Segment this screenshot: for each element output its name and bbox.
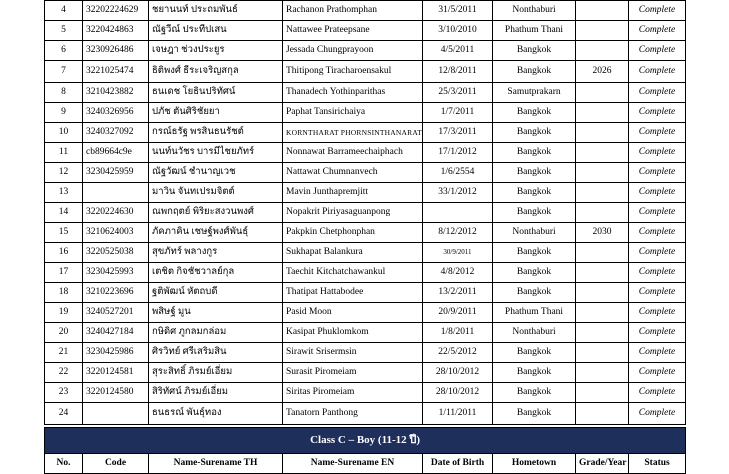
cell-no: 4 [45,1,83,21]
table-row [45,323,686,343]
cell-name-th: ธนธรณ์ พันธุ์ทอง [149,403,283,425]
cell-hometown: Bangkok [493,243,576,263]
table-row [45,403,686,425]
cell-hometown: Bangkok [493,283,576,303]
cell-code: 3230425959 [83,163,149,183]
cell-name-en: Taechit Kitchatchawankul [283,263,423,283]
cell-dob: 1/6/2554 [423,163,493,183]
cell-dob: 1/11/2011 [423,403,493,425]
cell-code: 3220525038 [83,243,149,263]
cell-dob: 28/10/2012 [423,363,493,383]
cell-name-th: ณพกฤตย์ พิริยะสงวนพงศ์ [149,203,283,223]
cell-grade [576,343,629,363]
cell-no: 13 [45,183,83,203]
cell-no: 15 [45,223,83,243]
table-row [45,303,686,323]
cell-name-th: มาวิน จันทเปรมจิตต์ [149,183,283,203]
cell-grade: 2030 [576,223,629,243]
cell-name-th: สุระสิทธิ์ ภิรมย์เอี่ยม [149,363,283,383]
cell-dob: 1/7/2011 [423,103,493,123]
cell-status: Complete [629,223,686,243]
cell-name-en: KORNTHARAT PHORNSINTHANARAT [283,123,423,143]
cell-name-th: เจษฎา ช่วงประยูร [149,41,283,61]
cell-name-th: พสิษฐ์ มูน [149,303,283,323]
cell-name-th: ปภัช ตันศิริชัยยา [149,103,283,123]
cell-no: 7 [45,61,83,83]
table-row [45,61,686,83]
cell-name-en: Pasid Moon [283,303,423,323]
cell-status: Complete [629,263,686,283]
cell-name-en: Surasit Piromeiam [283,363,423,383]
cell-status: Complete [629,203,686,223]
cell-name-th: ธนเดช โยธินปริทัศน์ [149,83,283,103]
cell-status: Complete [629,363,686,383]
table-row [45,123,686,143]
cell-hometown: Bangkok [493,203,576,223]
table-row [45,203,686,223]
class-c-table [44,427,686,474]
table-row [45,283,686,303]
cell-name-th: ฐติพัฒน์ หัตถบดี [149,283,283,303]
cell-hometown: Phathum Thani [493,303,576,323]
cell-name-en: Jessada Chungprayoon [283,41,423,61]
cell-name-en: Sukhapat Balankura [283,243,423,263]
cell-grade [576,363,629,383]
cell-name-en: Nattawat Chumnanvech [283,163,423,183]
header-dob: Date of Birth [423,454,493,474]
header-name-en: Name-Surename EN [283,454,423,474]
cell-dob [423,203,493,223]
table-row [45,263,686,283]
cell-grade [576,403,629,425]
cell-no: 5 [45,21,83,41]
cell-status: Complete [629,41,686,61]
cell-name-th: สุขภัทร์ พลางกูร [149,243,283,263]
table-row [45,163,686,183]
cell-grade [576,123,629,143]
cell-grade [576,143,629,163]
cell-name-en: Kasipat Phuklomkom [283,323,423,343]
cell-no: 8 [45,83,83,103]
table-row [45,1,686,21]
cell-dob: 33/1/2012 [423,183,493,203]
cell-code: 3220124581 [83,363,149,383]
cell-no: 18 [45,283,83,303]
cell-name-th: กรณ์ธรัฐ พรสินธนรัชต์ [149,123,283,143]
cell-name-en: Sirawit Srisermsin [283,343,423,363]
cell-status: Complete [629,61,686,83]
cell-status: Complete [629,343,686,363]
cell-code: 3230425993 [83,263,149,283]
cell-hometown: Nonthaburi [493,1,576,21]
registration-table [44,0,686,425]
cell-name-th: กษิดิศ ภูกลมกล่อม [149,323,283,343]
cell-no: 6 [45,41,83,61]
cell-hometown: Bangkok [493,103,576,123]
header-hometown: Hometown [493,454,576,474]
table-row [45,343,686,363]
cell-no: 9 [45,103,83,123]
cell-grade [576,41,629,61]
cell-code: 3210624003 [83,223,149,243]
class-c-header-row [45,454,686,474]
cell-code: 32202224629 [83,1,149,21]
cell-code [83,403,149,425]
cell-status: Complete [629,283,686,303]
table-row [45,243,686,263]
cell-name-th: ณัฐวัฒน์ ชำนาญเวช [149,163,283,183]
cell-status: Complete [629,163,686,183]
cell-hometown: Bangkok [493,343,576,363]
cell-status: Complete [629,243,686,263]
cell-name-th: ธิติพงศ์ ธีระเจริญสกุล [149,61,283,83]
cell-dob: 31/5/2011 [423,1,493,21]
class-c-title: Class C – Boy (11-12 ปี) [45,428,686,454]
cell-code: 3240326956 [83,103,149,123]
header-name-th: Name-Surename TH [149,454,283,474]
cell-hometown: Bangkok [493,383,576,403]
cell-code: 3240527201 [83,303,149,323]
cell-no: 14 [45,203,83,223]
cell-hometown: Bangkok [493,363,576,383]
cell-hometown: Bangkok [493,41,576,61]
cell-dob: 4/5/2011 [423,41,493,61]
cell-name-en: Thanadech Yothinparithas [283,83,423,103]
cell-code: 3220124580 [83,383,149,403]
cell-grade [576,183,629,203]
cell-code: 3221025474 [83,61,149,83]
cell-hometown: Bangkok [493,263,576,283]
cell-no: 16 [45,243,83,263]
cell-no: 23 [45,383,83,403]
cell-code: cb89664c9e [83,143,149,163]
cell-no: 11 [45,143,83,163]
cell-name-en: Thitipong Tiracharoensakul [283,61,423,83]
cell-grade [576,21,629,41]
header-grade: Grade/Year [576,454,629,474]
cell-grade [576,103,629,123]
cell-name-en: Siritas Piromeiam [283,383,423,403]
cell-hometown: Bangkok [493,123,576,143]
cell-status: Complete [629,1,686,21]
table-row [45,223,686,243]
table-row [45,363,686,383]
cell-code: 3240327092 [83,123,149,143]
cell-dob: 25/3/2011 [423,83,493,103]
cell-status: Complete [629,21,686,41]
table-row [45,83,686,103]
cell-grade [576,1,629,21]
cell-grade [576,163,629,183]
cell-grade [576,283,629,303]
cell-name-en: Paphat Tansirichaiya [283,103,423,123]
cell-name-th: ภัคภาคิน เชษฐ์พงศ์พันธุ์ [149,223,283,243]
table-row [45,21,686,41]
cell-grade [576,83,629,103]
cell-dob: 1/8/2011 [423,323,493,343]
cell-status: Complete [629,323,686,343]
cell-code [83,183,149,203]
cell-name-en: Nonnawat Barrameechaiphach [283,143,423,163]
cell-no: 22 [45,363,83,383]
cell-no: 21 [45,343,83,363]
cell-name-th: นนท์นวัชร บารมีไชยภัทร์ [149,143,283,163]
cell-code: 3220424863 [83,21,149,41]
cell-dob: 22/5/2012 [423,343,493,363]
cell-grade [576,383,629,403]
cell-hometown: Bangkok [493,403,576,425]
cell-grade: 2026 [576,61,629,83]
cell-code: 3230926486 [83,41,149,61]
cell-status: Complete [629,83,686,103]
cell-name-th: สิริทัศน์ ภิรมย์เอี่ยม [149,383,283,403]
cell-grade [576,323,629,343]
cell-hometown: Bangkok [493,183,576,203]
cell-hometown: Nonthaburi [493,223,576,243]
cell-status: Complete [629,303,686,323]
cell-grade [576,263,629,283]
cell-status: Complete [629,123,686,143]
cell-code: 3240427184 [83,323,149,343]
cell-no: 24 [45,403,83,425]
cell-dob: 13/2/2011 [423,283,493,303]
cell-dob: 3/10/2010 [423,21,493,41]
cell-hometown: Samutprakarn [493,83,576,103]
cell-grade [576,303,629,323]
cell-status: Complete [629,143,686,163]
cell-no: 17 [45,263,83,283]
cell-name-th: ณัฐวีณ์ ประทีปเสน [149,21,283,41]
table-row [45,183,686,203]
cell-code: 3230425986 [83,343,149,363]
cell-name-en: Rachanon Prathomphan [283,1,423,21]
header-no: No. [45,454,83,474]
cell-dob: 17/1/2012 [423,143,493,163]
cell-name-th: ชยานนท์ ประถมพันธ์ [149,1,283,21]
cell-name-th: เตชิต กิจชัชวาลย์กุล [149,263,283,283]
cell-status: Complete [629,403,686,425]
cell-hometown: Bangkok [493,163,576,183]
cell-dob: 28/10/2012 [423,383,493,403]
cell-hometown: Nonthaburi [493,323,576,343]
cell-status: Complete [629,103,686,123]
cell-dob: 30/9/2011 [423,243,493,263]
cell-code: 3210223696 [83,283,149,303]
cell-dob: 4/8/2012 [423,263,493,283]
table-row [45,103,686,123]
cell-no: 10 [45,123,83,143]
cell-no: 12 [45,163,83,183]
cell-dob: 20/9/2011 [423,303,493,323]
cell-name-en: Pakpkin Chetphonphan [283,223,423,243]
cell-code: 3220224630 [83,203,149,223]
cell-dob: 17/3/2011 [423,123,493,143]
cell-status: Complete [629,383,686,403]
header-code: Code [83,454,149,474]
table-row [45,383,686,403]
cell-grade [576,243,629,263]
table-row [45,41,686,61]
cell-name-en: Thatipat Hattabodee [283,283,423,303]
cell-dob: 8/12/2012 [423,223,493,243]
cell-grade [576,203,629,223]
cell-name-en: Mavin Junthapremjitt [283,183,423,203]
class-c-title-row [45,428,686,454]
table-row [45,143,686,163]
cell-hometown: Bangkok [493,143,576,163]
cell-name-en: Nopakrit Piriyasaguanpong [283,203,423,223]
table-body [45,1,686,425]
cell-hometown: Phathum Thani [493,21,576,41]
cell-code: 3210423882 [83,83,149,103]
cell-dob: 12/8/2011 [423,61,493,83]
cell-no: 20 [45,323,83,343]
cell-name-en: Nattawee Prateepsane [283,21,423,41]
cell-no: 19 [45,303,83,323]
header-status: Status [629,454,686,474]
cell-status: Complete [629,183,686,203]
cell-hometown: Bangkok [493,61,576,83]
cell-name-th: ศิรวิทย์ ศรีเสริมสิน [149,343,283,363]
cell-name-en: Tanatorn Panthong [283,403,423,425]
